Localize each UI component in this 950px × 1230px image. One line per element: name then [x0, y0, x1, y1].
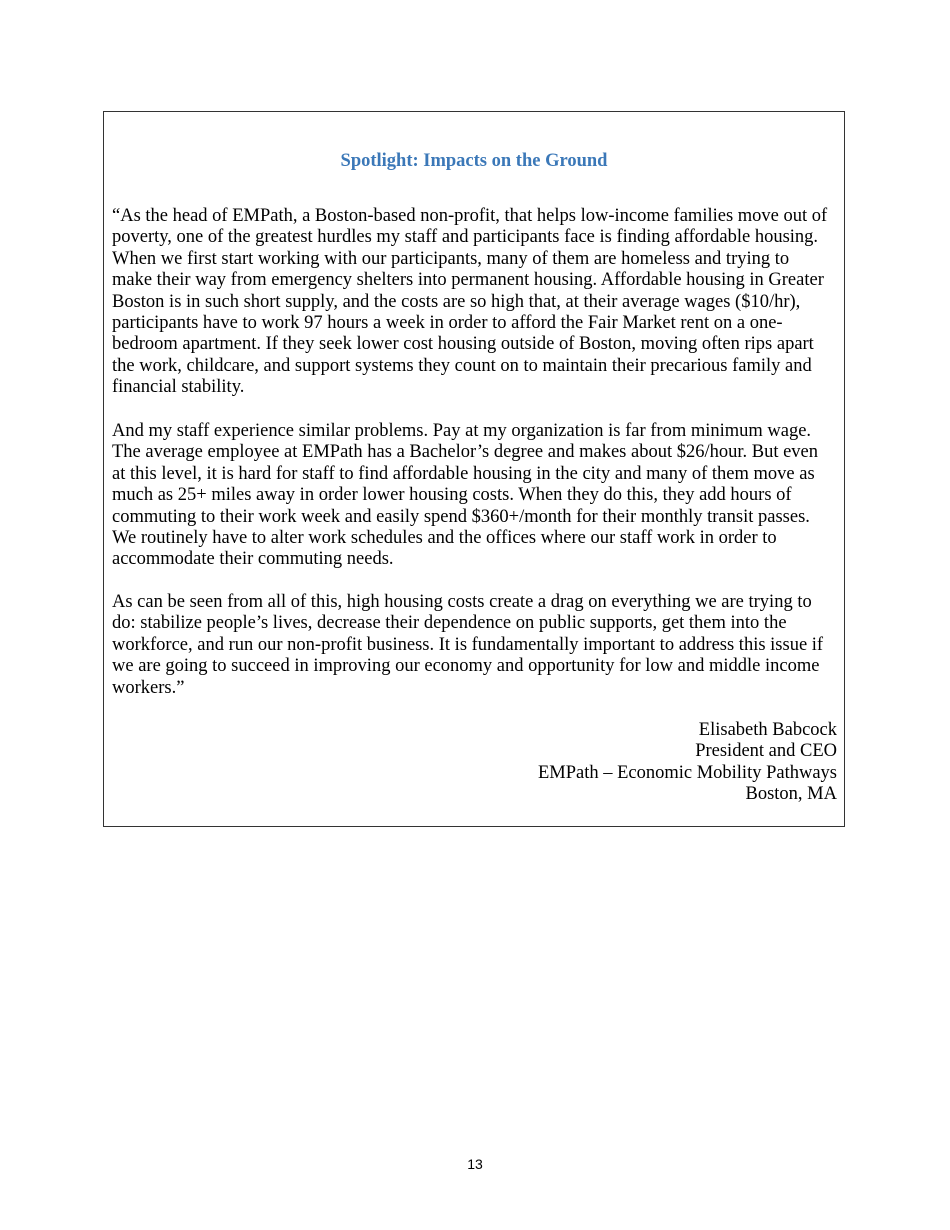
signature-location: Boston, MA — [745, 784, 837, 805]
quote-paragraph-3: As can be seen from all of this, high housing costs create a drag on everything we are trying to do: stabilize people’s lives, decrease their dependence on public supports, get them into the workforce, and run our non-profit business. It is fundamentally important to address this issue if we are going to succeed in improving our economy and opportunity for low and middle income workers.” — [112, 592, 824, 698]
signature-block — [538, 720, 837, 806]
signature-title: President and CEO — [695, 741, 837, 762]
spotlight-box — [103, 111, 845, 827]
page-number: 13 — [467, 1156, 483, 1172]
quote-paragraph-1: “As the head of EMPath, a Boston-based non-profit, that helps low-income families move out of poverty, one of the greatest hurdles my staff and participants face is finding affordable housing. When we first start working with our participants, many of them are homeless and trying to make their way from emergency shelters into permanent housing. Affordable housing in Greater Boston is in such short supply, and the costs are so high that, at their average wages ($10/hr), participants have to work 97 hours a week in order to afford the Fair Market rent on a one- bedroom apartment. If they seek lower cost housing outside of Boston, moving often rips apart the work, childcare, and support systems they count on to maintain their precarious family and financial stability. — [112, 206, 828, 398]
signature-organization: EMPath – Economic Mobility Pathways — [537, 762, 837, 783]
spotlight-title: Spotlight: Impacts on the Ground — [340, 151, 608, 171]
quote-paragraph-2: And my staff experience similar problems. Pay at my organization is far from minimum wage. The average employee at EMPath has a Bachelor’s degree and makes about $26/hour. But even at this level, it is hard for staff to find affordable housing in the city and many of them move as much as 25+ miles away in order lower housing costs. When they do this, they add hours of commuting to their work week and easily spend $360+/month for their monthly transit passes. We routinely have to alter work schedules and the offices where our staff work in order to accommodate their commuting needs. — [112, 421, 819, 570]
signature-name: Elisabeth Babcock — [698, 720, 837, 740]
